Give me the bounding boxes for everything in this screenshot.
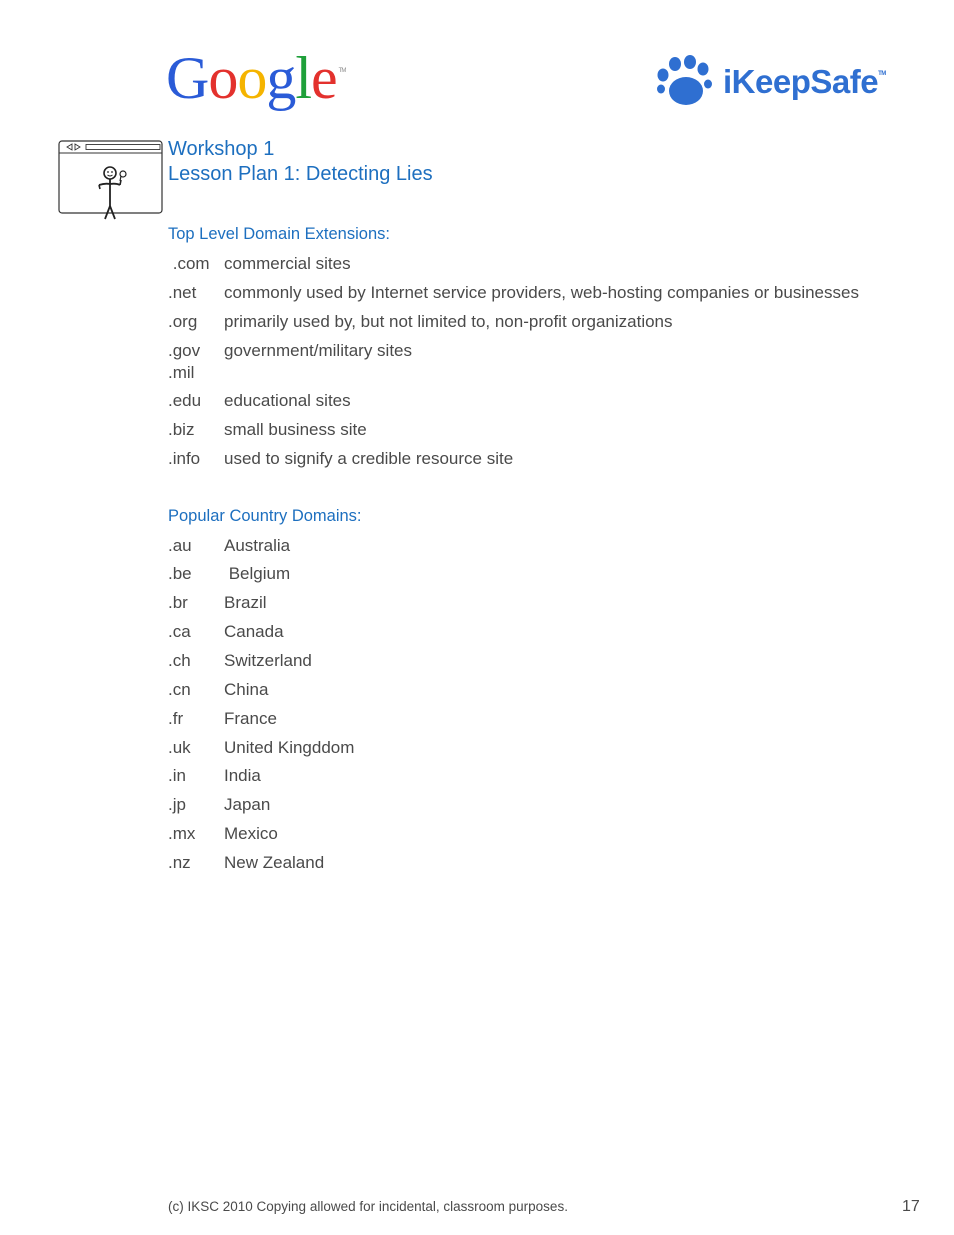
domain-code: .info xyxy=(168,449,201,468)
domain-row xyxy=(168,340,412,384)
google-letter: e xyxy=(311,45,337,111)
country-code: .jp xyxy=(168,795,186,814)
google-letter: o xyxy=(208,45,238,111)
country-code: .be xyxy=(168,564,192,583)
country-code: .ch xyxy=(168,651,191,670)
domain-row xyxy=(168,390,351,412)
paw-print-icon xyxy=(655,55,719,109)
country-code: .br xyxy=(168,593,188,612)
country-code: .ca xyxy=(168,622,191,641)
country-row xyxy=(168,852,324,874)
ikeepsafe-logo xyxy=(655,54,886,110)
trademark-mark: TM xyxy=(878,71,886,77)
trademark-mark: TM xyxy=(338,68,346,74)
country-name: Belgium xyxy=(224,564,291,583)
lesson-title: Lesson Plan 1: Detecting Lies xyxy=(168,163,433,185)
domain-row xyxy=(168,448,513,470)
country-row xyxy=(168,535,290,557)
top-level-section-title: Top Level Domain Extensions: xyxy=(168,225,390,243)
country-name: Japan xyxy=(224,795,271,814)
domain-code: .net xyxy=(168,283,197,302)
country-row xyxy=(168,708,277,730)
country-code: .au xyxy=(168,536,192,555)
google-letter: o xyxy=(237,45,267,111)
domain-code: .org xyxy=(168,312,198,331)
country-name: United Kingddom xyxy=(224,738,355,757)
country-code: .uk xyxy=(168,738,191,757)
domain-row xyxy=(168,282,859,304)
domain-row xyxy=(168,419,367,441)
country-name: Australia xyxy=(224,536,291,555)
domain-description: commonly used by Internet service providers, web-hosting companies or businesses xyxy=(224,283,859,302)
country-name: China xyxy=(224,680,269,699)
google-letter: l xyxy=(295,45,312,111)
domain-description: government/military sites xyxy=(224,341,413,360)
domain-description: commercial sites xyxy=(224,254,351,273)
google-letter: G xyxy=(166,45,209,111)
country-name: France xyxy=(224,709,277,728)
country-section-title: Popular Country Domains: xyxy=(168,507,362,525)
country-row xyxy=(168,765,261,787)
country-row xyxy=(168,679,268,701)
ikeepsafe-wordmark xyxy=(723,63,886,101)
domain-description: primarily used by, but not limited to, non-profit organizations xyxy=(224,312,673,331)
country-row xyxy=(168,794,270,816)
ikeepsafe-name: iKeepSafe xyxy=(723,63,879,100)
domain-code: .edu xyxy=(168,391,202,410)
google-letter: g xyxy=(266,45,296,111)
lesson-heading xyxy=(168,137,433,187)
country-row xyxy=(168,650,312,672)
country-name: Switzerland xyxy=(224,651,312,670)
country-row xyxy=(168,563,290,585)
domain-row xyxy=(168,311,673,333)
domain-description: educational sites xyxy=(224,391,351,410)
country-name: Mexico xyxy=(224,824,278,843)
country-name: New Zealand xyxy=(224,853,325,872)
workshop-title: Workshop 1 xyxy=(168,138,275,160)
domain-description: used to signify a credible resource site xyxy=(224,449,514,468)
country-row xyxy=(168,737,354,759)
copyright-notice: (c) IKSC 2010 Copying allowed for incidental, classroom purposes. xyxy=(168,1199,568,1214)
country-code: .nz xyxy=(168,853,191,872)
domain-code-group xyxy=(168,340,224,384)
country-name: Brazil xyxy=(224,593,267,612)
country-row xyxy=(168,621,284,643)
country-name: India xyxy=(224,766,261,785)
country-row xyxy=(168,592,267,614)
domain-code: .mil xyxy=(168,363,195,382)
country-code: .fr xyxy=(168,709,184,728)
country-code: .in xyxy=(168,766,186,785)
domain-description: small business site xyxy=(224,420,367,439)
country-row xyxy=(168,823,278,845)
domain-code: .biz xyxy=(168,420,195,439)
country-code: .cn xyxy=(168,680,191,699)
browser-stick-figure-icon xyxy=(58,140,164,224)
domain-code: .com xyxy=(168,254,210,273)
domain-row xyxy=(168,253,351,275)
domain-code: .gov xyxy=(168,341,201,360)
country-code: .mx xyxy=(168,824,196,843)
google-logo xyxy=(166,45,346,111)
page-number: 17 xyxy=(902,1198,920,1215)
country-name: Canada xyxy=(224,622,284,641)
